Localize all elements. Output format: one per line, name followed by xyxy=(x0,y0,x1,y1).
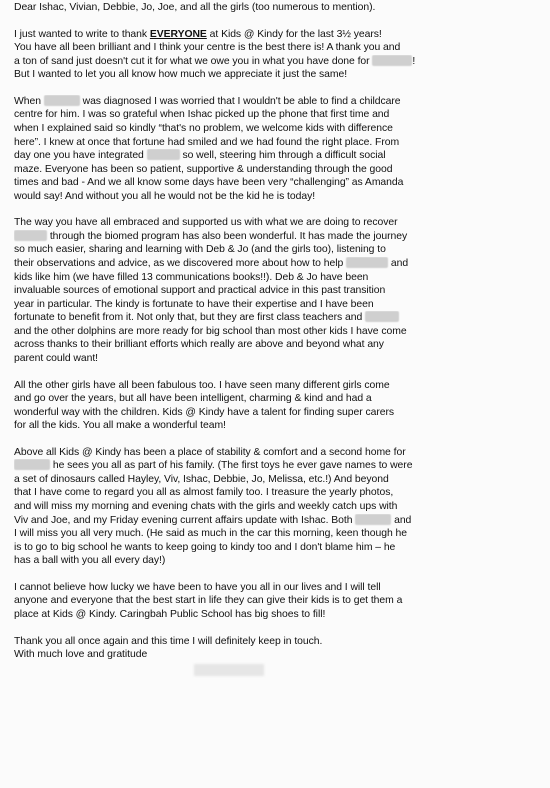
text-line xyxy=(14,514,540,528)
text-segment: I just wanted to write to thank xyxy=(14,28,150,40)
salutation: Dear Ishac, Vivian, Debbie, Jo, Joe, and all the girls (too numerous to mention). xyxy=(14,2,376,13)
text-segment: he sees you all as part of his family. (The first toys he ever gave names to were xyxy=(50,460,413,472)
text-line: times and bad - And we all know some days have been very “challenging” as Amanda xyxy=(14,177,404,189)
text-line: Above all Kids @ Kindy has been a place of stability & comfort and a second home for xyxy=(14,446,406,458)
sign-off: With much love and gratitude xyxy=(14,649,148,661)
text-line: for all the kids. You all make a wonderful team! xyxy=(14,420,226,432)
redacted-signature xyxy=(194,664,264,676)
text-segment: a ton of sand just doesn't cut it for what we owe you in what you have done for xyxy=(14,55,373,67)
text-line xyxy=(14,311,540,325)
text-line: centre for him. I was so grateful when Ishac picked up the phone that first time and xyxy=(14,109,390,121)
text-line: year in particular. The kindy is fortunate to have their expertise and I have been xyxy=(14,298,374,310)
text-line: invaluable sources of emotional support and practical advice in this past transition xyxy=(14,285,386,297)
paragraph-second-home xyxy=(14,446,540,568)
paragraph-biomed xyxy=(14,216,540,365)
text-line: place at Kids @ Kindy. Caringbah Public School has big shoes to fill! xyxy=(14,608,326,620)
text-line xyxy=(14,95,540,109)
text-line: anyone and everyone that the best start in life they can give their kids is to get them a xyxy=(14,595,403,607)
redacted-name xyxy=(365,311,399,322)
text-line xyxy=(14,257,540,271)
text-segment: and xyxy=(391,514,412,526)
text-line xyxy=(14,55,540,69)
text-line xyxy=(14,459,540,473)
text-line: I cannot believe how lucky we have been to have you all in our lives and I will tell xyxy=(14,581,381,593)
text-line: But I wanted to let you all know how much we appreciate it just the same! xyxy=(14,69,348,81)
text-line: kids like him (we have filled 13 communications books!!). Deb & Jo have been xyxy=(14,271,369,283)
text-line xyxy=(14,149,540,163)
text-segment: When xyxy=(14,95,44,107)
redacted-name xyxy=(372,55,412,66)
text-segment: and xyxy=(388,258,409,270)
text-line: across thanks to their brilliant efforts which really are above and beyond what any xyxy=(14,339,384,351)
paragraph-diagnosis xyxy=(14,95,540,203)
paragraph-lucky xyxy=(14,581,540,622)
text-segment: fortunate to benefit from it. Not only that, but they are first class teachers and xyxy=(14,312,366,324)
text-segment: was diagnosed I was worried that I wouldn't be able to find a childcare xyxy=(79,95,401,107)
redacted-name xyxy=(346,257,388,268)
text-line: All the other girls have all been fabulous too. I have seen many different girls come xyxy=(14,379,390,391)
text-line: a set of dinosaurs called Hayley, Viv, Ishac, Debbie, Jo, Melissa, etc.!) And beyond xyxy=(14,473,389,485)
text-segment: day one you have integrated xyxy=(14,150,147,162)
text-line: I will miss you all very much. (He said as much in the car this morning, keen though he xyxy=(14,528,407,540)
text-line: that I have come to regard you all as almost family too. I treasure the yearly photos, xyxy=(14,487,394,499)
text-line xyxy=(14,28,540,42)
text-line: and will miss my morning and evening chats with the girls and weekly catch ups with xyxy=(14,500,398,512)
text-line: maze. Everyone has been so patient, supportive & understanding through the good xyxy=(14,163,393,175)
redacted-name xyxy=(14,459,50,470)
redacted-name xyxy=(355,514,391,525)
text-line: wonderful way with the children. Kids @ Kindy have a talent for finding super carers xyxy=(14,406,395,418)
text-line: and go over the years, but all have been intelligent, charming & kind and had a xyxy=(14,393,372,405)
paragraph-closing xyxy=(14,635,540,662)
text-segment: ! xyxy=(412,55,416,67)
emphasis-everyone: EVERYONE xyxy=(149,28,207,40)
text-segment: at Kids @ Kindy for the last 3½ years! xyxy=(206,28,382,40)
redacted-name xyxy=(14,230,47,241)
redacted-name xyxy=(44,95,80,106)
text-line: so much easier, sharing and learning with Deb & Jo (and the girls too), listening to xyxy=(14,244,386,256)
text-segment: Viv and Joe, and my Friday evening current affairs update with Ishac. Both xyxy=(14,514,356,526)
text-segment: their observations and advice, as we discovered more about how to help xyxy=(14,258,347,270)
text-line: has a ball with you all every day!) xyxy=(14,555,166,567)
text-line: is to go to big school he wants to keep going to kindy too and I don't blame him – he xyxy=(14,541,396,553)
text-line: would say! And without you all he would not be the kid he is today! xyxy=(14,190,316,202)
text-line: here”. I knew at once that fortune had smiled and we had found the right place. From xyxy=(14,136,400,148)
text-segment: through the biomed program has also been wonderful. It has made the journey xyxy=(47,230,408,242)
text-line: parent could want! xyxy=(14,352,99,364)
text-line: You have all been brilliant and I think your centre is the best there is! A thank you and xyxy=(14,42,401,54)
paragraph-thanks xyxy=(14,28,540,82)
paragraph-other-girls xyxy=(14,379,540,433)
text-line: when I explained said so kindly “that's no problem, we welcome kids with difference xyxy=(14,123,393,135)
text-line: Thank you all once again and this time I will definitely keep in touch. xyxy=(14,635,323,647)
text-line xyxy=(14,230,540,244)
redacted-name xyxy=(147,149,180,160)
text-line: and the other dolphins are more ready for big school than most other kids I have come xyxy=(14,325,407,337)
text-line: The way you have all embraced and supported us with what we are doing to recover xyxy=(14,217,398,229)
text-segment: so well, steering him through a difficult social xyxy=(179,150,386,162)
